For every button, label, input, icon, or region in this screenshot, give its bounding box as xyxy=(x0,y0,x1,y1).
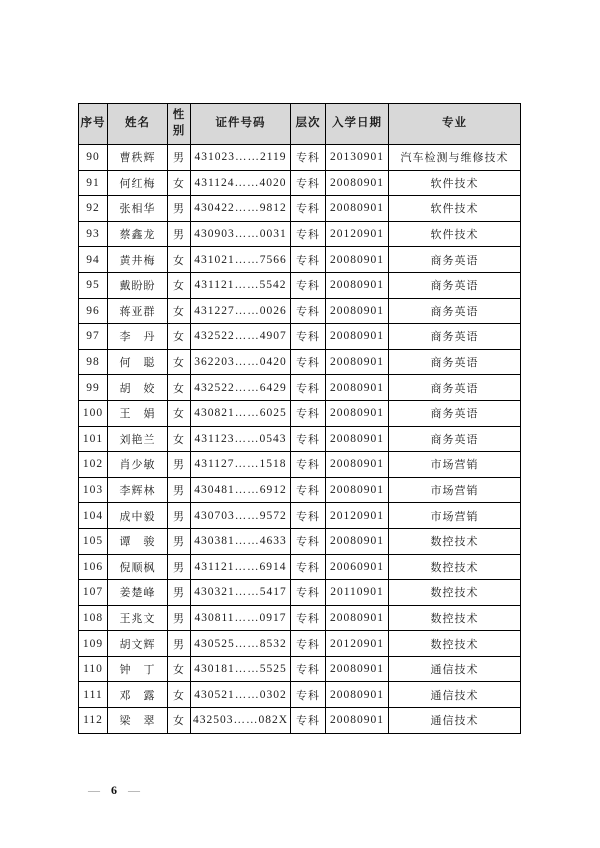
cell-level: 专科 xyxy=(291,708,326,734)
cell-enrollment-date: 20080901 xyxy=(326,298,389,324)
table-body xyxy=(79,145,521,734)
cell-gender: 女 xyxy=(168,426,191,452)
cell-id-number: 431123……0543 xyxy=(191,426,291,452)
cell-serial-number: 106 xyxy=(79,554,108,580)
cell-gender: 男 xyxy=(168,528,191,554)
cell-name: 梁 翠 xyxy=(108,708,168,734)
cell-major: 汽车检测与维修技术 xyxy=(389,145,521,171)
cell-enrollment-date: 20080901 xyxy=(326,605,389,631)
cell-level: 专科 xyxy=(291,400,326,426)
cell-level: 专科 xyxy=(291,145,326,171)
cell-enrollment-date: 20080901 xyxy=(326,196,389,222)
cell-name: 姜楚峰 xyxy=(108,580,168,606)
cell-major: 数控技术 xyxy=(389,580,521,606)
cell-gender: 女 xyxy=(168,400,191,426)
cell-enrollment-date: 20080901 xyxy=(326,426,389,452)
cell-id-number: 430481……6912 xyxy=(191,477,291,503)
student-roster-table xyxy=(78,103,521,734)
cell-id-number: 430903……0031 xyxy=(191,221,291,247)
cell-serial-number: 90 xyxy=(79,145,108,171)
cell-serial-number: 112 xyxy=(79,708,108,734)
cell-id-number: 430703……9572 xyxy=(191,503,291,529)
cell-enrollment-date: 20080901 xyxy=(326,682,389,708)
cell-level: 专科 xyxy=(291,375,326,401)
page-footer xyxy=(88,783,142,798)
cell-enrollment-date: 20120901 xyxy=(326,221,389,247)
cell-gender: 男 xyxy=(168,452,191,478)
cell-id-number: 431127……1518 xyxy=(191,452,291,478)
cell-id-number: 431023……2119 xyxy=(191,145,291,171)
cell-id-number: 430422……9812 xyxy=(191,196,291,222)
cell-id-number: 430181……5525 xyxy=(191,656,291,682)
cell-name: 张相华 xyxy=(108,196,168,222)
cell-id-number: 430381……4633 xyxy=(191,528,291,554)
cell-level: 专科 xyxy=(291,477,326,503)
cell-serial-number: 99 xyxy=(79,375,108,401)
cell-id-number: 430821……6025 xyxy=(191,400,291,426)
cell-level: 专科 xyxy=(291,298,326,324)
cell-serial-number: 103 xyxy=(79,477,108,503)
cell-gender: 男 xyxy=(168,580,191,606)
cell-major: 通信技术 xyxy=(389,708,521,734)
cell-name: 李辉林 xyxy=(108,477,168,503)
table-row xyxy=(79,605,521,631)
cell-gender: 男 xyxy=(168,554,191,580)
cell-major: 数控技术 xyxy=(389,631,521,657)
cell-gender: 男 xyxy=(168,145,191,171)
cell-name: 曹秩辉 xyxy=(108,145,168,171)
cell-level: 专科 xyxy=(291,528,326,554)
cell-name: 戴盼盼 xyxy=(108,272,168,298)
cell-enrollment-date: 20080901 xyxy=(326,272,389,298)
table-row xyxy=(79,247,521,273)
cell-name: 何 聪 xyxy=(108,349,168,375)
cell-name: 成中毅 xyxy=(108,503,168,529)
table-row xyxy=(79,682,521,708)
header-serial-number: 序号 xyxy=(79,104,108,145)
cell-enrollment-date: 20080901 xyxy=(326,170,389,196)
cell-level: 专科 xyxy=(291,426,326,452)
cell-serial-number: 108 xyxy=(79,605,108,631)
cell-name: 何红梅 xyxy=(108,170,168,196)
cell-gender: 女 xyxy=(168,247,191,273)
table-row xyxy=(79,145,521,171)
table-row xyxy=(79,452,521,478)
cell-major: 软件技术 xyxy=(389,170,521,196)
cell-enrollment-date: 20080901 xyxy=(326,656,389,682)
table-row xyxy=(79,503,521,529)
table-header xyxy=(79,104,521,145)
table-row xyxy=(79,580,521,606)
cell-name: 钟 丁 xyxy=(108,656,168,682)
header-gender: 性别 xyxy=(168,104,191,145)
cell-serial-number: 93 xyxy=(79,221,108,247)
header-row xyxy=(79,104,521,145)
cell-id-number: 430321……5417 xyxy=(191,580,291,606)
cell-serial-number: 97 xyxy=(79,324,108,350)
cell-name: 谭 骏 xyxy=(108,528,168,554)
cell-major: 商务英语 xyxy=(389,375,521,401)
cell-id-number: 431124……4020 xyxy=(191,170,291,196)
cell-serial-number: 101 xyxy=(79,426,108,452)
table-row xyxy=(79,375,521,401)
cell-level: 专科 xyxy=(291,324,326,350)
cell-gender: 男 xyxy=(168,477,191,503)
cell-gender: 男 xyxy=(168,221,191,247)
cell-gender: 男 xyxy=(168,605,191,631)
cell-serial-number: 94 xyxy=(79,247,108,273)
cell-enrollment-date: 20080901 xyxy=(326,400,389,426)
cell-major: 商务英语 xyxy=(389,324,521,350)
footer-page-number: 6 xyxy=(111,783,119,797)
cell-gender: 女 xyxy=(168,298,191,324)
cell-serial-number: 110 xyxy=(79,656,108,682)
header-major: 专业 xyxy=(389,104,521,145)
cell-gender: 女 xyxy=(168,682,191,708)
cell-level: 专科 xyxy=(291,272,326,298)
cell-serial-number: 95 xyxy=(79,272,108,298)
cell-id-number: 430525……8532 xyxy=(191,631,291,657)
cell-name: 蔡鑫龙 xyxy=(108,221,168,247)
cell-gender: 女 xyxy=(168,349,191,375)
cell-gender: 女 xyxy=(168,708,191,734)
cell-level: 专科 xyxy=(291,682,326,708)
table-row xyxy=(79,477,521,503)
cell-id-number: 431121……6914 xyxy=(191,554,291,580)
cell-gender: 女 xyxy=(168,375,191,401)
cell-major: 商务英语 xyxy=(389,349,521,375)
cell-major: 数控技术 xyxy=(389,528,521,554)
cell-enrollment-date: 20080901 xyxy=(326,528,389,554)
cell-enrollment-date: 20080901 xyxy=(326,349,389,375)
cell-enrollment-date: 20110901 xyxy=(326,580,389,606)
cell-name: 胡 姣 xyxy=(108,375,168,401)
cell-id-number: 432522……6429 xyxy=(191,375,291,401)
cell-enrollment-date: 20060901 xyxy=(326,554,389,580)
table-row xyxy=(79,196,521,222)
cell-enrollment-date: 20080901 xyxy=(326,477,389,503)
cell-name: 邓 露 xyxy=(108,682,168,708)
cell-name: 王 娟 xyxy=(108,400,168,426)
table-row xyxy=(79,656,521,682)
cell-id-number: 432522……4907 xyxy=(191,324,291,350)
cell-level: 专科 xyxy=(291,580,326,606)
cell-serial-number: 104 xyxy=(79,503,108,529)
cell-serial-number: 98 xyxy=(79,349,108,375)
cell-level: 专科 xyxy=(291,656,326,682)
table-row xyxy=(79,298,521,324)
cell-enrollment-date: 20080901 xyxy=(326,708,389,734)
cell-serial-number: 107 xyxy=(79,580,108,606)
cell-id-number: 362203……0420 xyxy=(191,349,291,375)
cell-level: 专科 xyxy=(291,247,326,273)
cell-enrollment-date: 20080901 xyxy=(326,375,389,401)
header-level: 层次 xyxy=(291,104,326,145)
cell-name: 肖少敏 xyxy=(108,452,168,478)
cell-name: 倪顺枫 xyxy=(108,554,168,580)
cell-id-number: 431227……0026 xyxy=(191,298,291,324)
cell-level: 专科 xyxy=(291,221,326,247)
cell-major: 商务英语 xyxy=(389,298,521,324)
table-row xyxy=(79,426,521,452)
header-name: 姓名 xyxy=(108,104,168,145)
cell-enrollment-date: 20080901 xyxy=(326,247,389,273)
cell-id-number: 432503……082X xyxy=(191,708,291,734)
footer-left-dash: — xyxy=(88,783,102,797)
cell-level: 专科 xyxy=(291,554,326,580)
cell-enrollment-date: 20080901 xyxy=(326,452,389,478)
cell-serial-number: 111 xyxy=(79,682,108,708)
cell-major: 通信技术 xyxy=(389,682,521,708)
cell-serial-number: 102 xyxy=(79,452,108,478)
table-row xyxy=(79,708,521,734)
cell-id-number: 431121……5542 xyxy=(191,272,291,298)
cell-major: 市场营销 xyxy=(389,503,521,529)
cell-serial-number: 91 xyxy=(79,170,108,196)
cell-name: 黄井梅 xyxy=(108,247,168,273)
cell-gender: 女 xyxy=(168,170,191,196)
cell-level: 专科 xyxy=(291,503,326,529)
cell-enrollment-date: 20080901 xyxy=(326,324,389,350)
cell-level: 专科 xyxy=(291,605,326,631)
cell-major: 市场营销 xyxy=(389,477,521,503)
cell-major: 商务英语 xyxy=(389,272,521,298)
cell-name: 胡文辉 xyxy=(108,631,168,657)
table-row xyxy=(79,349,521,375)
cell-major: 商务英语 xyxy=(389,426,521,452)
cell-enrollment-date: 20130901 xyxy=(326,145,389,171)
table-row xyxy=(79,528,521,554)
cell-serial-number: 100 xyxy=(79,400,108,426)
cell-name: 李 丹 xyxy=(108,324,168,350)
table-row xyxy=(79,324,521,350)
cell-level: 专科 xyxy=(291,196,326,222)
cell-serial-number: 105 xyxy=(79,528,108,554)
cell-major: 商务英语 xyxy=(389,400,521,426)
table-row xyxy=(79,631,521,657)
cell-gender: 男 xyxy=(168,196,191,222)
cell-id-number: 430811……0917 xyxy=(191,605,291,631)
cell-level: 专科 xyxy=(291,170,326,196)
cell-name: 蒋亚群 xyxy=(108,298,168,324)
cell-level: 专科 xyxy=(291,349,326,375)
cell-enrollment-date: 20120901 xyxy=(326,631,389,657)
table-row xyxy=(79,400,521,426)
cell-gender: 男 xyxy=(168,631,191,657)
cell-level: 专科 xyxy=(291,631,326,657)
cell-id-number: 430521……0302 xyxy=(191,682,291,708)
cell-major: 通信技术 xyxy=(389,656,521,682)
cell-serial-number: 96 xyxy=(79,298,108,324)
table-row xyxy=(79,221,521,247)
cell-gender: 男 xyxy=(168,503,191,529)
cell-major: 数控技术 xyxy=(389,554,521,580)
cell-gender: 女 xyxy=(168,272,191,298)
cell-serial-number: 92 xyxy=(79,196,108,222)
table-row xyxy=(79,170,521,196)
footer-right-dash: — xyxy=(128,783,142,797)
cell-major: 市场营销 xyxy=(389,452,521,478)
cell-level: 专科 xyxy=(291,452,326,478)
cell-name: 刘艳兰 xyxy=(108,426,168,452)
cell-major: 软件技术 xyxy=(389,221,521,247)
cell-major: 软件技术 xyxy=(389,196,521,222)
cell-enrollment-date: 20120901 xyxy=(326,503,389,529)
header-id-number: 证件号码 xyxy=(191,104,291,145)
table-row xyxy=(79,272,521,298)
cell-major: 商务英语 xyxy=(389,247,521,273)
cell-name: 王兆文 xyxy=(108,605,168,631)
cell-major: 数控技术 xyxy=(389,605,521,631)
cell-id-number: 431021……7566 xyxy=(191,247,291,273)
cell-gender: 女 xyxy=(168,656,191,682)
header-enrollment-date: 入学日期 xyxy=(326,104,389,145)
table-row xyxy=(79,554,521,580)
cell-serial-number: 109 xyxy=(79,631,108,657)
cell-gender: 女 xyxy=(168,324,191,350)
